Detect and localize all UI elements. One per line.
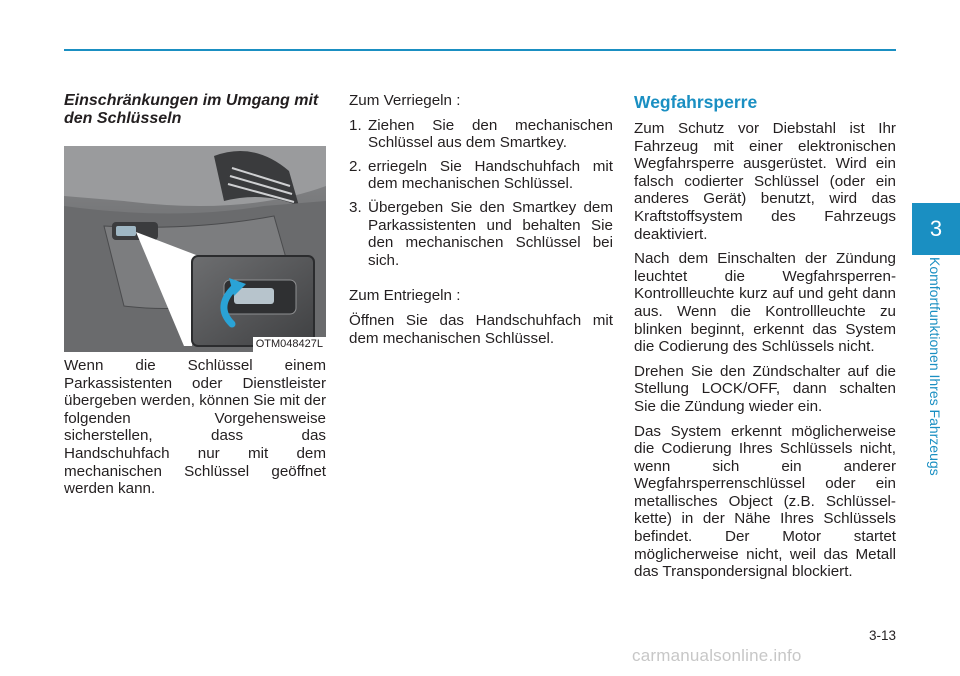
- step-text: Ziehen Sie den mechanischen Schlüssel aus dem Smartkey.: [368, 116, 613, 152]
- glovebox-photo: [64, 146, 326, 352]
- step-number: 2.: [349, 157, 362, 175]
- photo-code: OTM048427L: [253, 337, 326, 352]
- unlock-title: Zum Entriegeln :: [349, 287, 461, 305]
- chapter-title: Komfortfunktionen Ihres Fahrzeugs: [927, 257, 943, 476]
- watermark: carmanualsonline.info: [632, 646, 802, 665]
- column-left: [64, 92, 326, 505]
- lock-title: Zum Verriegeln :: [349, 92, 461, 109]
- list-item: [349, 199, 613, 269]
- step-text: erriegeln Sie Handschuhfach mit dem mechanischen Schlüssel.: [368, 157, 613, 193]
- column-right: [634, 92, 896, 588]
- paragraph: Das System erkennt möglicherweise die Codierung Ihres Schlüssels nicht, wenn sich ein anderer Wegfahrsperrenschlüssel oder ein metallisches Object (z.B. Schlüssel-kette) in der Nähe Ihres Schlüssels befindet. Der Motor startet möglicherweise nicht, weil das Metall das Transpondersignal blockiert.: [634, 422, 896, 581]
- step-number: 3.: [349, 198, 362, 216]
- paragraph: Drehen Sie den Zündschalter auf die Stellung LOCK/OFF, dann schalten Sie die Zündung wieder ein.: [634, 362, 896, 415]
- step-number: 1.: [349, 116, 362, 134]
- glovebox-illustration: [64, 146, 326, 352]
- chapter-tab: 3: [912, 203, 960, 255]
- page-number: 3-13: [868, 628, 896, 643]
- paragraph-valet: Wenn die Schlüssel einem Parkassistenten oder Dienstleister übergeben werden, können Sie mit der folgenden Vorgehensweise sicherstellen, dass das Handschuhfach nur mit dem mechanischen Schlüssel geöffnet werden kann.: [64, 357, 326, 498]
- step-text: Übergeben Sie den Smartkey dem Parkassistenten und behalten Sie den mechanischen Schlüssel bei sich.: [368, 198, 613, 269]
- lock-steps-list: [349, 117, 613, 270]
- section-heading-key-restrictions: Einschränkungen im Umgang mit den Schlüsseln: [64, 92, 319, 127]
- list-item: [349, 117, 613, 152]
- section-heading-immobilizer: Wegfahrsperre: [634, 92, 758, 112]
- unlock-text: Öffnen Sie das Handschuhfach mit dem mechanischen Schlüssel.: [349, 311, 613, 347]
- list-item: [349, 158, 613, 193]
- paragraph: Nach dem Einschalten der Zündung leuchtet die Wegfahrsperren-Kontrollleuchte kurz auf und geht dann aus. Wenn die Kontrollleuchte zu blinken beginnt, erkennt das System die Codierung des Schlüssels nicht.: [634, 250, 896, 356]
- paragraph: Zum Schutz vor Diebstahl ist Ihr Fahrzeug mit einer elektronischen Wegfahrsperre ausgerüstet. Wird ein falsch codierter Schlüssel (oder ein anderes Gerät) benutzt, wird das Kraftstoffsystem des Fahrzeugs deaktiviert.: [634, 120, 896, 243]
- column-middle: [349, 92, 613, 354]
- top-rule: [64, 49, 896, 51]
